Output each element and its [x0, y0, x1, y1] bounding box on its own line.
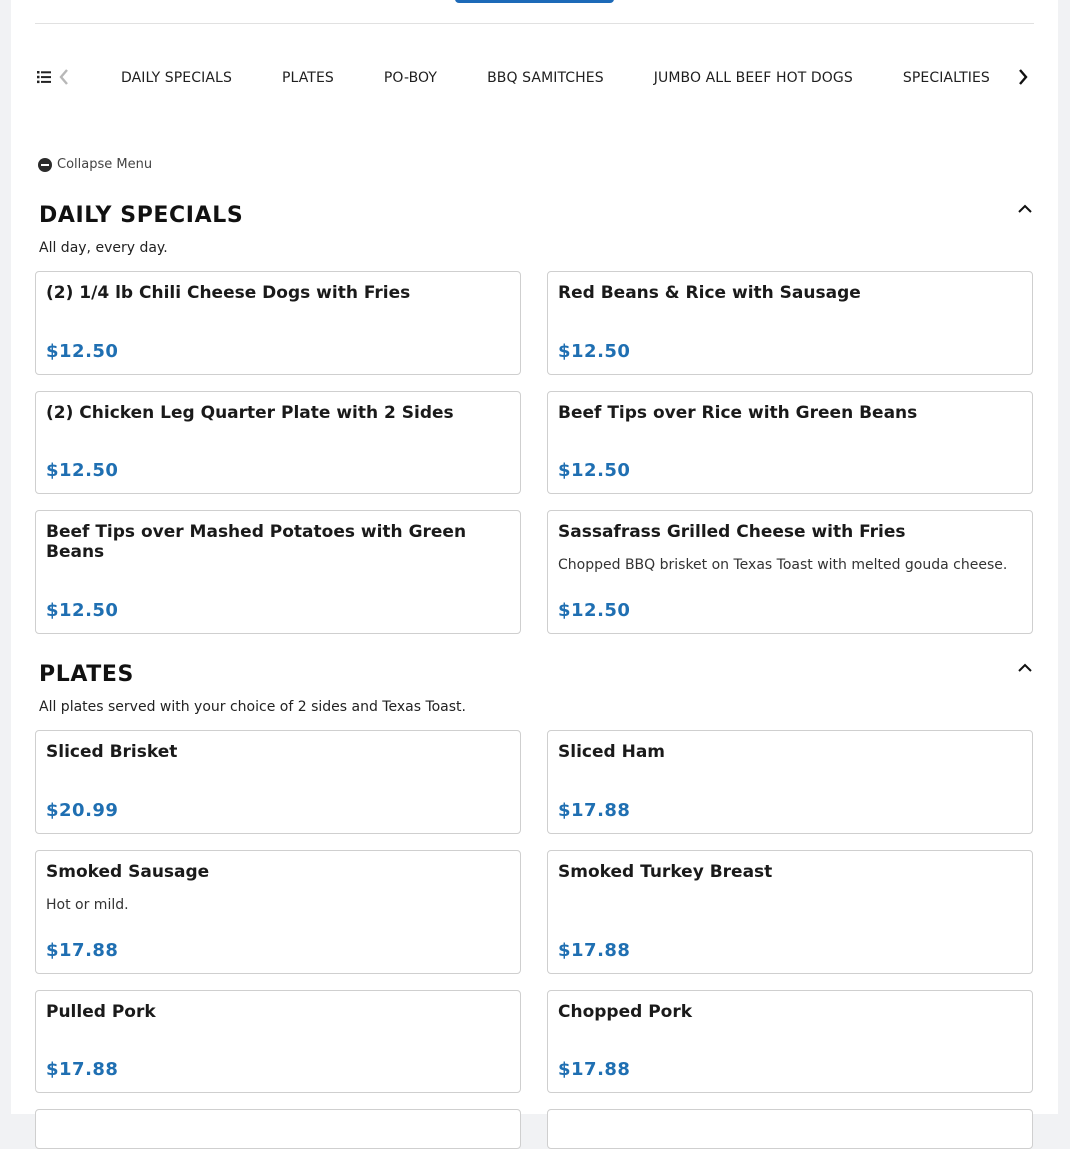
item-price: $12.50 [46, 460, 119, 481]
item-name: (2) Chicken Leg Quarter Plate with 2 Sides [46, 403, 454, 423]
menu-item-card[interactable] [547, 730, 1033, 834]
menu-item-card[interactable] [547, 510, 1033, 634]
menu-item-card[interactable] [547, 1109, 1033, 1149]
menu-page [11, 0, 1058, 1114]
category-tab-specialties[interactable]: SPECIALTIES [902, 70, 990, 86]
chevron-up-icon[interactable] [1017, 203, 1033, 215]
collapse-menu-label: Collapse Menu [57, 157, 153, 172]
section-description: All plates served with your choice of 2 sides and Texas Toast. [39, 699, 466, 715]
item-name: Red Beans & Rice with Sausage [558, 283, 861, 303]
chevron-up-icon[interactable] [1017, 662, 1033, 674]
item-price: $12.50 [558, 341, 631, 362]
category-nav [35, 58, 1034, 98]
top-action-button[interactable] [455, 0, 614, 3]
category-tab-jumbo-hot-dogs[interactable]: JUMBO ALL BEEF HOT DOGS [653, 70, 853, 86]
item-price: $17.88 [558, 1059, 631, 1080]
chevron-right-icon[interactable] [1016, 68, 1030, 86]
item-description: Hot or mild. [46, 897, 129, 913]
category-tab-po-boy[interactable]: PO-BOY [383, 70, 438, 86]
item-name: (2) 1/4 lb Chili Cheese Dogs with Fries [46, 283, 411, 303]
menu-item-card[interactable] [35, 391, 521, 494]
section-description: All day, every day. [39, 240, 168, 256]
list-icon[interactable] [37, 70, 52, 84]
item-price: $12.50 [46, 600, 119, 621]
item-price: $20.99 [46, 800, 119, 821]
item-price: $17.88 [558, 940, 631, 961]
item-name: Sliced Ham [558, 742, 666, 762]
chevron-left-icon[interactable] [57, 68, 71, 86]
item-price: $17.88 [46, 1059, 119, 1080]
category-tab-plates[interactable]: PLATES [281, 70, 334, 86]
minus-circle-icon [38, 158, 52, 172]
item-description: Chopped BBQ brisket on Texas Toast with melted gouda cheese. [558, 557, 1008, 573]
item-price: $17.88 [46, 940, 119, 961]
item-price: $12.50 [46, 341, 119, 362]
category-scroller [103, 58, 990, 98]
item-name: Beef Tips over Mashed Potatoes with Green Beans [46, 522, 467, 562]
category-tab-daily-specials[interactable]: DAILY SPECIALS [121, 70, 232, 86]
menu-item-card[interactable] [35, 510, 521, 634]
item-name: Smoked Sausage [46, 862, 210, 882]
item-name: Smoked Turkey Breast [558, 862, 773, 882]
menu-item-card[interactable] [35, 1109, 521, 1149]
item-name: Chopped Pork [558, 1002, 693, 1022]
section-title-plates: PLATES [39, 662, 134, 687]
menu-item-card[interactable] [35, 850, 521, 974]
item-price: $12.50 [558, 600, 631, 621]
collapse-menu-button[interactable] [38, 157, 152, 172]
menu-item-card[interactable] [35, 271, 521, 375]
menu-item-card[interactable] [547, 990, 1033, 1093]
menu-item-card[interactable] [35, 730, 521, 834]
item-name: Sliced Brisket [46, 742, 178, 762]
item-price: $17.88 [558, 800, 631, 821]
item-name: Sassafrass Grilled Cheese with Fries [558, 522, 906, 542]
menu-item-card[interactable] [547, 850, 1033, 974]
menu-item-card[interactable] [547, 391, 1033, 494]
item-name: Pulled Pork [46, 1002, 156, 1022]
section-title-daily-specials: DAILY SPECIALS [39, 203, 244, 228]
divider [35, 23, 1034, 24]
menu-item-card[interactable] [547, 271, 1033, 375]
category-tab-bbq-samitches[interactable]: BBQ SAMITCHES [487, 70, 604, 86]
menu-item-card[interactable] [35, 990, 521, 1093]
item-price: $12.50 [558, 460, 631, 481]
item-name: Beef Tips over Rice with Green Beans [558, 403, 918, 423]
